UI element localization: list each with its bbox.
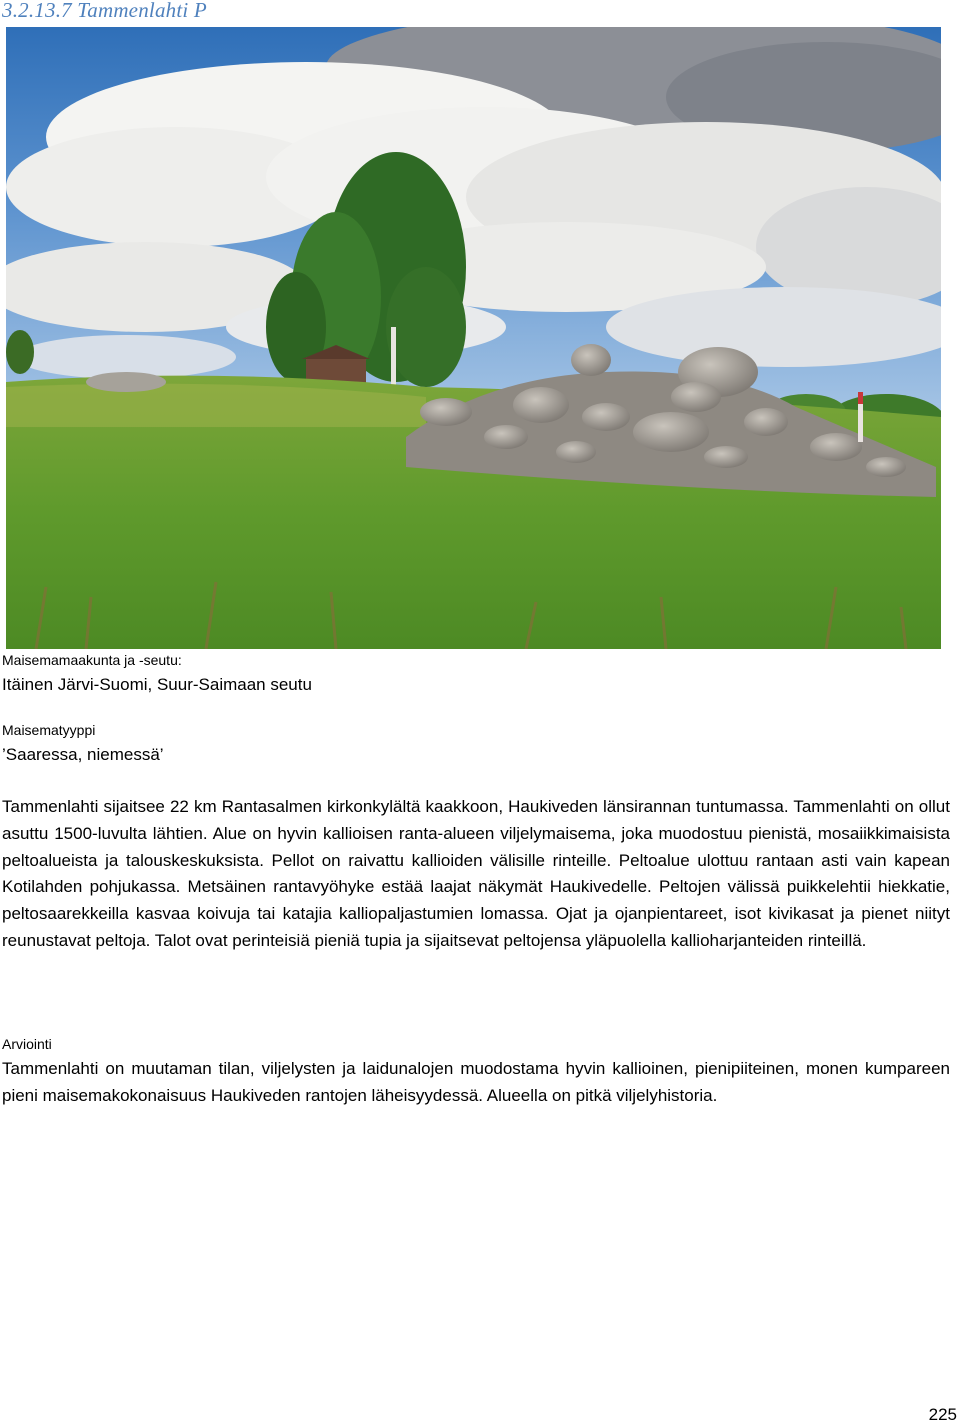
landscape-type-value: ’Saaressa, niemessä’ bbox=[2, 745, 164, 764]
evaluation-paragraph: Tammenlahti on muutaman tilan, viljelysten ja laidunalojen muodostama hyvin kallioinen, pienipiiteinen, monen kumpareen pieni maisemakokonaisuus Haukiveden rantojen läheisyydessä. Alueella on pitkä viljelyhistoria. bbox=[2, 1059, 950, 1105]
landscape-type-label: Maisematyyppi bbox=[2, 722, 96, 738]
evaluation-label: Arviointi bbox=[2, 1036, 52, 1052]
region-label: Maisemamaakunta ja -seutu: bbox=[2, 652, 182, 668]
page-number: 225 bbox=[928, 1405, 957, 1424]
section-heading: 3.2.13.7 Tammenlahti P bbox=[2, 0, 207, 22]
landscape-photo bbox=[6, 27, 941, 649]
description-paragraph: Tammenlahti sijaitsee 22 km Rantasalmen kirkonkylältä kaakkoon, Haukiveden länsirannan tuntumassa. Tammenlahti on ollut asuttu 1500-luvulta lähtien. Alue on hyvin kallioisen ranta-alueen viljelymaisema, joka muodostuu pienistä, mosaiikkimaisista peltoalueista ja talouskeskuksista. Pellot on raivattu kallioiden välisille rinteille. Peltoalue ulottuu rantaan asti vain kapean Kotilahden pohjukassa. Metsäinen rantavyöhyke estää laajat näkymät Haukivedelle. Peltojen välissä puikkelehtii hiekkatie, peltosaarekkeilla kasvaa koivuja tai katajia kalliopaljastumien lomassa. Ojat ja ojanpientareet, isot kivikasat ja pienet niityt reunustavat peltoja. Talot ovat perinteisiä pieniä tupia ja sijaitsevat peltojensa yläpuolella kallioharjanteiden rinteillä. bbox=[2, 797, 950, 950]
region-value: Itäinen Järvi-Suomi, Suur-Saimaan seutu bbox=[2, 675, 312, 694]
